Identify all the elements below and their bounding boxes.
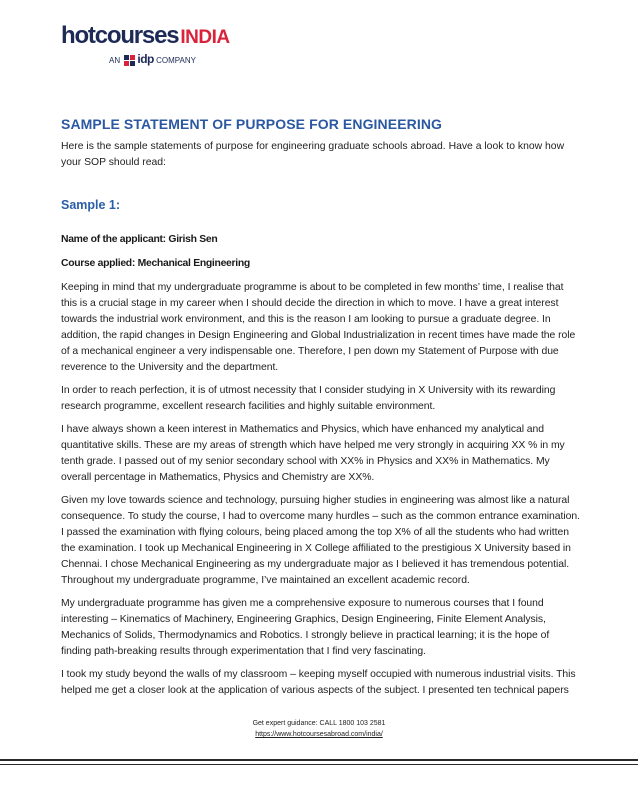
paragraph: I have always shown a keen interest in Mathematics and Physics, which have enhanced my analytical and quantitative skills. These are my areas of strength which have helped me very strongly in acquiring XX % in my tenth grade. I passed out of my senior secondary school with XX% in Physics and XX% in Mathematics. My overall percentage in Mathematics, Physics and Chemistry are XX%. bbox=[61, 424, 565, 483]
logo-wordmark bbox=[61, 22, 230, 50]
footer-link[interactable]: https://www.hotcoursesabroad.com/india/ bbox=[255, 731, 383, 738]
logo-tagline bbox=[109, 52, 196, 68]
logo-idp: idp bbox=[137, 52, 154, 66]
page-title: SAMPLE STATEMENT OF PURPOSE FOR ENGINEERING bbox=[61, 116, 443, 132]
paragraph: Keeping in mind that my undergraduate programme is about to be completed in few months’ time, I realise that this is a crucial stage in my career when I should decide the direction in which to move. I have a great interest towards the industrial work environment, and this is the reason I am looking to pursue a graduate degree. In addition, the rapid changes in Design Engineering and Global Industrialization in recent times have made the role of a mechanical engineer a very indispensable one. Therefore, I pen down my Statement of Purpose with due reverence to the University and the department. bbox=[61, 282, 576, 373]
logo-prefix: AN bbox=[109, 56, 121, 65]
page-footer bbox=[0, 718, 638, 740]
paragraph: I took my study beyond the walls of my classroom – keeping myself occupied with numerous industrial visits. This helped me get a closer look at the application of various aspects of the subject. I presented ten technical papers bbox=[61, 669, 576, 696]
logo-suffix: COMPANY bbox=[156, 56, 196, 65]
intro-text: Here is the sample statements of purpose for engineering graduate schools abroad. Have a look to know how your SOP should read: bbox=[61, 141, 565, 168]
paragraph: Given my love towards science and technology, pursuing higher studies in engineering was almost like a natural consequence. To study the course, I had to overcome many hurdles – such as the common entrance examination. I passed the examination with flying colours, being placed among the top X% of all the students who had written the examination. I took up Mechanical Engineering in X College affiliated to the prestigious X University based in Chennai. I chose Mechanical Engineering as my undergraduate major as I believed it has tremendous potential. Throughout my undergraduate programme, I’ve maintained an excellent academic record. bbox=[61, 495, 580, 586]
idp-logo-icon bbox=[124, 55, 135, 68]
logo-brand: hotcourses bbox=[61, 22, 179, 49]
paragraph: In order to reach perfection, it is of utmost necessity that I consider studying in X University with its rewarding research programme, excellent research facilities and highly suitable environment. bbox=[61, 385, 556, 412]
hotcourses-india-logo bbox=[61, 22, 230, 66]
paragraph: My undergraduate programme has given me a comprehensive exposure to numerous courses that I found interesting – Kinematics of Machinery, Engineering Graphics, Design Engineering, Finite Element Analysis, Mechanics of Solids, Thermodynamics and Robotics. I strongly believe in practical learning; it is the hope of finding path-breaking results through experimentation that I find very fascinating. bbox=[61, 598, 550, 657]
document-body bbox=[61, 115, 581, 706]
footer-guidance: Get expert guidance: CALL 1800 103 2581 bbox=[252, 720, 386, 727]
footer-divider-thin bbox=[0, 764, 638, 765]
footer-divider bbox=[0, 759, 638, 761]
sample-heading: Sample 1: bbox=[61, 198, 121, 212]
logo-region: INDIA bbox=[180, 27, 230, 48]
course-applied: Course applied: Mechanical Engineering bbox=[61, 258, 250, 269]
applicant-name: Name of the applicant: Girish Sen bbox=[61, 234, 218, 245]
